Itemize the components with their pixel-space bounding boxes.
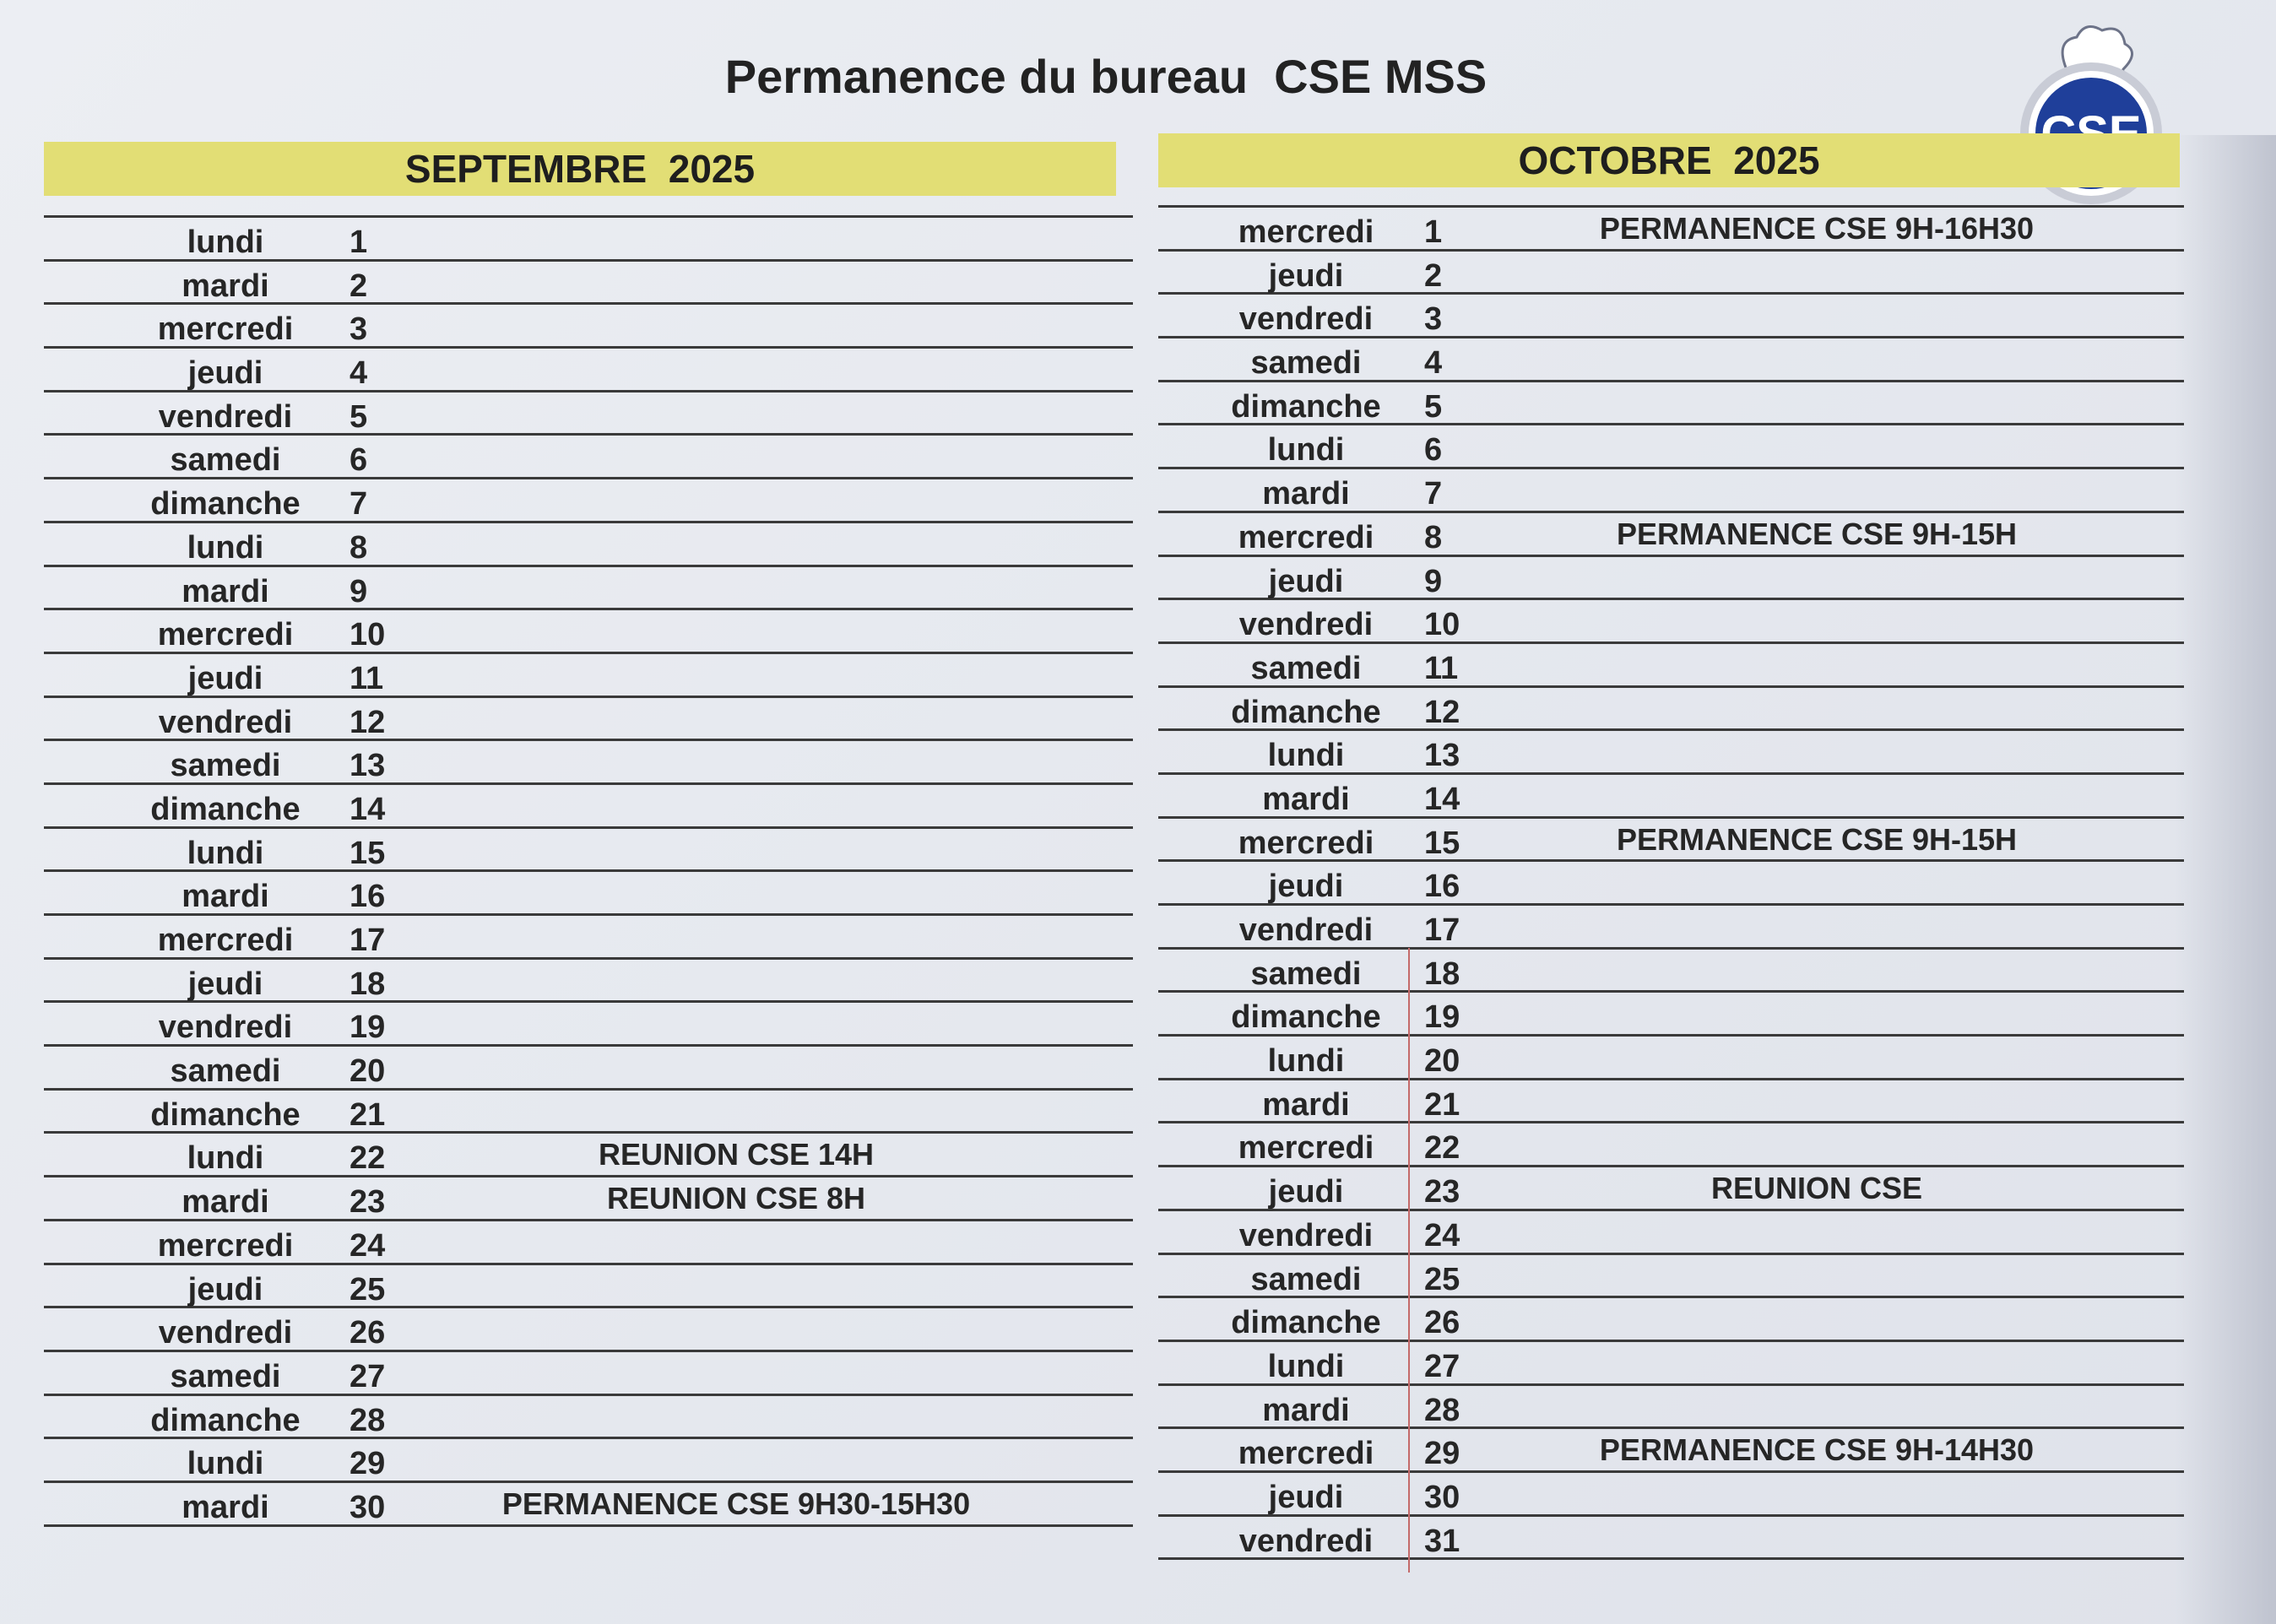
calendar-row	[44, 1265, 1133, 1309]
calendar-row	[1158, 1386, 2184, 1430]
day-number: 3	[350, 311, 368, 348]
day-number: 31	[1424, 1523, 1460, 1559]
day-number: 22	[350, 1140, 386, 1177]
calendar-row	[44, 916, 1133, 960]
day-name: dimanche	[1231, 1305, 1381, 1341]
calendar-row	[44, 785, 1133, 829]
day-number: 24	[1424, 1217, 1460, 1253]
calendar-row	[44, 1308, 1133, 1352]
day-name: samedi	[170, 1358, 281, 1394]
calendar-row	[44, 305, 1133, 349]
day-name: mercredi	[157, 617, 294, 653]
page-title: Permanence du bureau CSE MSS	[724, 50, 1488, 103]
event-note: PERMANENCE CSE 9H-15H	[1616, 516, 2018, 551]
october-rows	[1158, 205, 2184, 1560]
calendar-row	[44, 262, 1133, 306]
day-name: mardi	[182, 573, 269, 609]
day-name: lundi	[187, 835, 264, 871]
day-name: vendredi	[158, 1315, 293, 1351]
day-number: 29	[1424, 1436, 1460, 1472]
day-name: jeudi	[1268, 257, 1344, 294]
day-name: jeudi	[187, 660, 263, 696]
day-number: 9	[350, 573, 368, 609]
day-name: mardi	[182, 1489, 269, 1525]
day-number: 17	[1424, 912, 1460, 948]
day-name: mardi	[1262, 476, 1350, 512]
calendar-row	[44, 1439, 1133, 1483]
calendar-row	[44, 1177, 1133, 1221]
calendar-row	[1158, 338, 2184, 382]
day-name: vendredi	[158, 398, 293, 435]
calendar-row	[1158, 208, 2184, 252]
day-name: mardi	[1262, 781, 1350, 817]
calendar-row	[1158, 1037, 2184, 1080]
day-name: vendredi	[1238, 1217, 1374, 1253]
day-number: 10	[1424, 607, 1460, 643]
calendar-row	[44, 1134, 1133, 1177]
day-name: samedi	[1250, 955, 1362, 992]
day-name: jeudi	[1268, 1174, 1344, 1210]
calendar-row	[44, 741, 1133, 785]
day-number: 26	[350, 1315, 386, 1351]
day-name: mardi	[1262, 1086, 1350, 1123]
calendar-row	[1158, 819, 2184, 863]
september-rows	[44, 215, 1133, 1527]
day-name: mercredi	[157, 923, 294, 958]
calendar-row	[1158, 644, 2184, 688]
day-name: mercredi	[157, 311, 294, 348]
calendar-row	[1158, 950, 2184, 993]
day-number: 22	[1424, 1130, 1460, 1167]
day-number: 3	[1424, 301, 1443, 338]
calendar-row	[44, 1047, 1133, 1091]
day-number: 2	[1424, 257, 1443, 294]
calendar-row	[44, 1091, 1133, 1134]
day-number: 23	[350, 1184, 386, 1221]
day-name: samedi	[170, 442, 281, 479]
day-name: jeudi	[187, 1271, 263, 1307]
day-number: 9	[1424, 563, 1443, 599]
event-note: PERMANENCE CSE 9H30-15H30	[501, 1486, 971, 1521]
day-name: vendredi	[1238, 1523, 1374, 1559]
day-number: 27	[1424, 1348, 1460, 1384]
calendar-row	[44, 349, 1133, 392]
calendar-row	[1158, 425, 2184, 469]
calendar-row	[44, 960, 1133, 1004]
september-header: SEPTEMBRE 2025	[44, 142, 1116, 196]
day-name: jeudi	[187, 355, 263, 392]
day-name: jeudi	[1268, 1479, 1344, 1515]
day-number: 26	[1424, 1305, 1460, 1341]
calendar-row	[1158, 252, 2184, 295]
calendar-row	[44, 479, 1133, 523]
day-number: 7	[1424, 476, 1443, 512]
day-number: 6	[1424, 432, 1443, 468]
day-name: dimanche	[1231, 388, 1381, 425]
day-number: 27	[350, 1358, 386, 1394]
day-number: 4	[1424, 345, 1443, 382]
day-name: dimanche	[1231, 999, 1381, 1036]
day-number: 19	[1424, 999, 1460, 1036]
day-number: 21	[1424, 1086, 1460, 1123]
day-name: samedi	[170, 748, 281, 784]
day-number: 28	[1424, 1392, 1460, 1428]
calendar-row	[1158, 513, 2184, 557]
calendar-row	[1158, 1211, 2184, 1255]
day-number: 14	[350, 791, 386, 827]
calendar-row	[1158, 382, 2184, 426]
day-name: mercredi	[1238, 1436, 1374, 1472]
day-name: lundi	[187, 1140, 264, 1177]
calendar-row	[44, 1352, 1133, 1396]
day-number: 14	[1424, 781, 1460, 817]
day-number: 2	[350, 268, 368, 304]
day-number: 10	[350, 617, 386, 653]
day-name: lundi	[1267, 738, 1345, 774]
day-name: lundi	[1267, 1348, 1345, 1384]
day-number: 5	[1424, 388, 1443, 425]
day-number: 1	[350, 225, 368, 260]
day-number: 18	[350, 966, 386, 1002]
day-name: mercredi	[157, 1227, 294, 1264]
day-name: dimanche	[1231, 694, 1381, 730]
calendar-row	[1158, 862, 2184, 906]
event-note: REUNION CSE	[1710, 1171, 1923, 1206]
calendar-row	[1158, 1298, 2184, 1342]
calendar-row	[44, 1003, 1133, 1047]
day-name: vendredi	[1238, 912, 1374, 948]
calendar-row	[1158, 1473, 2184, 1517]
day-number: 21	[350, 1096, 386, 1133]
calendar-row	[1158, 688, 2184, 732]
calendar-row	[1158, 1429, 2184, 1473]
sheet-shadow	[2175, 135, 2276, 1624]
calendar-row	[1158, 295, 2184, 338]
event-note: PERMANENCE CSE 9H-16H30	[1599, 211, 2035, 246]
day-name: mardi	[182, 268, 269, 304]
day-number: 1	[1424, 214, 1443, 250]
day-name: lundi	[1267, 1043, 1345, 1080]
day-number: 15	[350, 835, 386, 871]
event-note: REUNION CSE 14H	[598, 1137, 875, 1172]
day-number: 23	[1424, 1174, 1460, 1210]
day-number: 8	[1424, 519, 1443, 555]
day-name: mercredi	[1238, 825, 1374, 861]
calendar-row	[44, 654, 1133, 698]
day-number: 6	[350, 442, 368, 479]
day-number: 28	[350, 1402, 386, 1438]
day-number: 25	[350, 1271, 386, 1307]
day-number: 11	[350, 660, 384, 696]
october-header: OCTOBRE 2025	[1158, 133, 2180, 187]
calendar-row	[1158, 731, 2184, 775]
calendar-row	[44, 829, 1133, 873]
day-number: 11	[1424, 650, 1459, 686]
day-number: 30	[1424, 1479, 1460, 1515]
calendar-row	[44, 698, 1133, 742]
day-number: 18	[1424, 955, 1460, 992]
day-name: dimanche	[150, 791, 301, 827]
day-number: 30	[350, 1489, 386, 1525]
day-name: mardi	[182, 879, 269, 915]
day-name: mercredi	[1238, 519, 1374, 555]
day-number: 8	[350, 529, 368, 566]
day-name: mercredi	[1238, 1130, 1374, 1167]
calendar-row	[1158, 1517, 2184, 1561]
day-name: samedi	[1250, 650, 1362, 686]
calendar-row	[44, 436, 1133, 479]
day-name: jeudi	[187, 966, 263, 1002]
calendar-row	[44, 523, 1133, 567]
day-number: 12	[350, 704, 386, 740]
calendar-row	[1158, 775, 2184, 819]
event-note: REUNION CSE 8H	[606, 1181, 866, 1216]
october-margin-rule	[1408, 948, 1410, 1573]
day-number: 13	[350, 748, 386, 784]
day-name: lundi	[187, 529, 264, 566]
event-note: PERMANENCE CSE 9H-15H	[1616, 821, 2018, 857]
day-number: 12	[1424, 694, 1460, 730]
day-name: lundi	[187, 225, 264, 260]
calendar-row	[1158, 1342, 2184, 1386]
day-number: 4	[350, 355, 368, 392]
calendar-row	[1158, 600, 2184, 644]
day-number: 20	[1424, 1043, 1460, 1080]
calendar-row	[44, 392, 1133, 436]
day-name: mardi	[1262, 1392, 1350, 1428]
day-number: 13	[1424, 738, 1460, 774]
day-number: 16	[1424, 869, 1460, 905]
day-name: samedi	[1250, 345, 1362, 382]
day-number: 7	[350, 486, 368, 522]
calendar-row	[44, 1483, 1133, 1527]
calendar-row	[44, 218, 1133, 262]
day-name: samedi	[1250, 1261, 1362, 1297]
calendar-row	[1158, 1123, 2184, 1167]
day-name: vendredi	[1238, 301, 1374, 338]
day-number: 25	[1424, 1261, 1460, 1297]
calendar-row	[1158, 469, 2184, 513]
day-number: 29	[350, 1446, 386, 1482]
day-number: 19	[350, 1010, 386, 1046]
calendar-row	[44, 567, 1133, 611]
day-name: jeudi	[1268, 563, 1344, 599]
event-note: PERMANENCE CSE 9H-14H30	[1599, 1432, 2035, 1468]
calendar-row	[1158, 1255, 2184, 1299]
day-number: 17	[350, 923, 386, 958]
day-name: dimanche	[150, 1402, 301, 1438]
day-name: dimanche	[150, 486, 301, 522]
calendar-row	[1158, 557, 2184, 601]
day-name: mardi	[182, 1184, 269, 1221]
day-name: vendredi	[158, 1010, 293, 1046]
day-number: 16	[350, 879, 386, 915]
calendar-row	[1158, 1167, 2184, 1211]
day-name: jeudi	[1268, 869, 1344, 905]
day-number: 15	[1424, 825, 1460, 861]
day-number: 5	[350, 398, 368, 435]
day-number: 24	[350, 1227, 386, 1264]
day-name: dimanche	[150, 1096, 301, 1133]
calendar-row	[44, 610, 1133, 654]
day-name: samedi	[170, 1053, 281, 1090]
calendar-row	[1158, 1080, 2184, 1124]
calendar-row	[44, 1396, 1133, 1440]
calendar-row	[1158, 993, 2184, 1037]
calendar-row	[44, 872, 1133, 916]
day-name: lundi	[1267, 432, 1345, 468]
day-name: mercredi	[1238, 214, 1374, 250]
day-name: vendredi	[158, 704, 293, 740]
day-number: 20	[350, 1053, 386, 1090]
day-name: vendredi	[1238, 607, 1374, 643]
day-name: lundi	[187, 1446, 264, 1482]
calendar-row	[1158, 906, 2184, 950]
calendar-row	[44, 1221, 1133, 1265]
